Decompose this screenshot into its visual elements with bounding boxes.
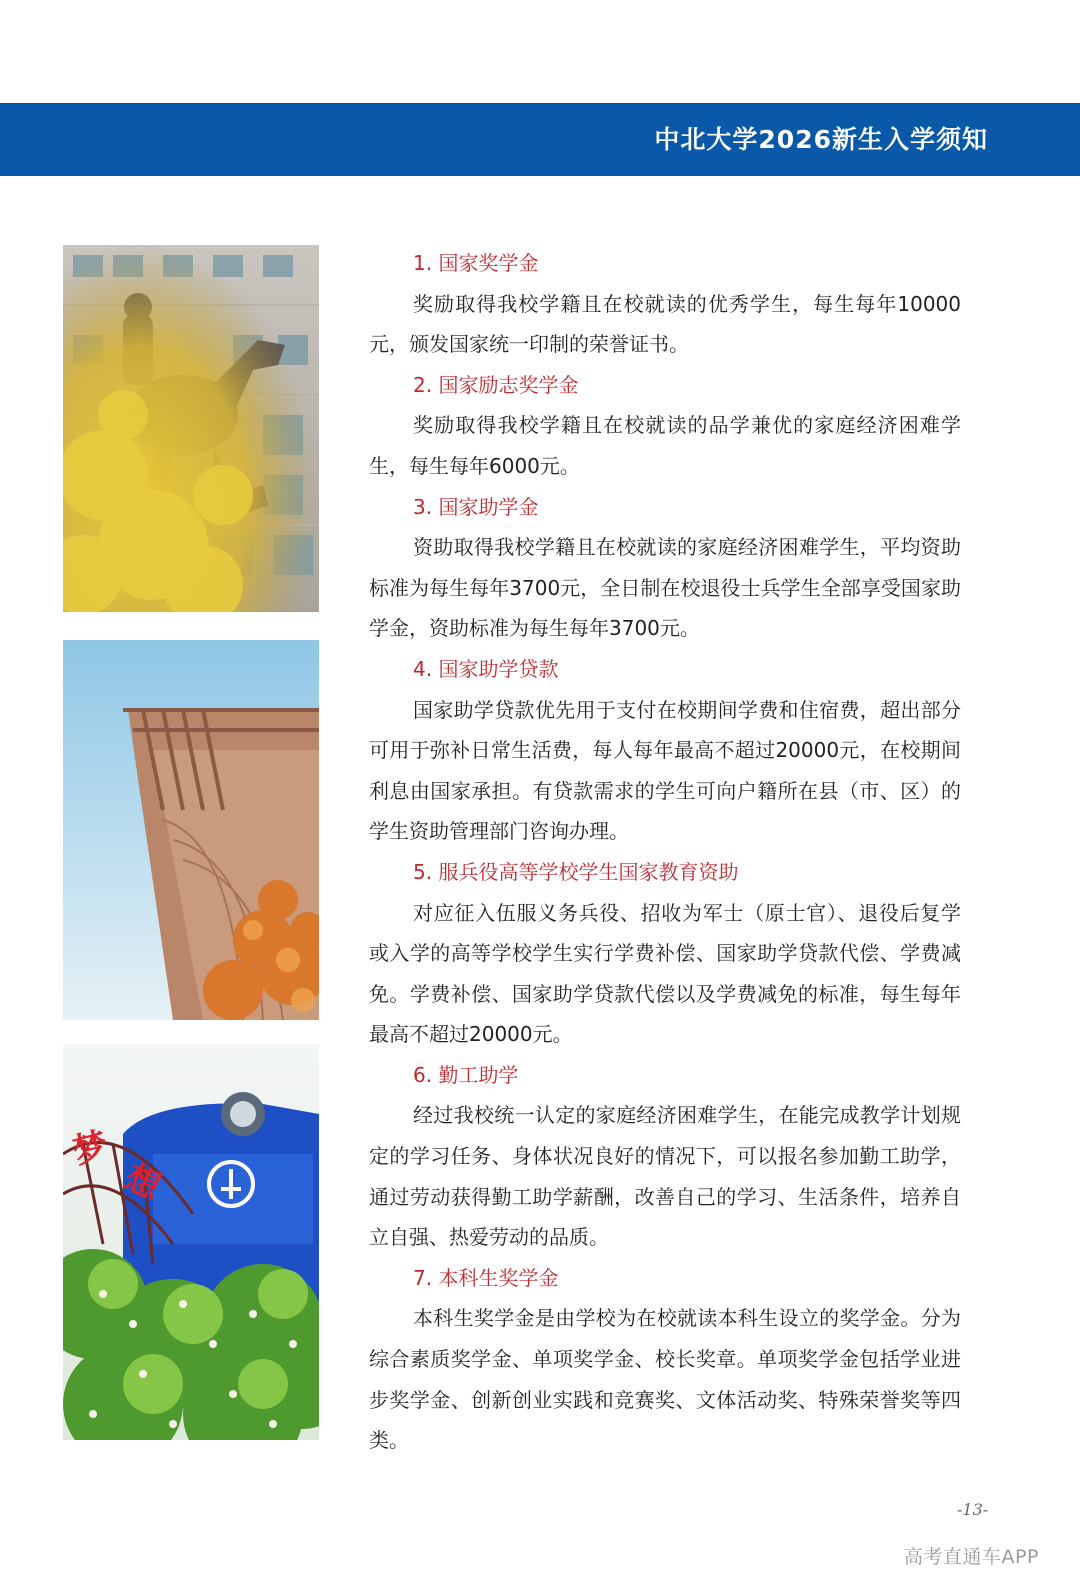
section-body: 奖励取得我校学籍且在校就读的品学兼优的家庭经济困难学生，每生每年6000元。 bbox=[369, 413, 961, 478]
section-national-encouragement-scholarship bbox=[369, 365, 961, 487]
watermark: 高考直通车APP bbox=[904, 1546, 1039, 1568]
section-heading: 5. 服兵役高等学校学生国家教育资助 bbox=[413, 859, 739, 884]
section-body: 奖励取得我校学籍且在校就读的优秀学生，每生每年10000元，颁发国家统一印制的荣誉证书。 bbox=[369, 291, 961, 357]
section-body: 资助取得我校学籍且在校就读的家庭经济困难学生，平均资助标准为每生每年3700元，全日制在校退役士兵学生全部享受国家助学金，资助标准为每生每年3700元。 bbox=[369, 535, 961, 641]
section-national-student-loan bbox=[369, 649, 961, 852]
statue-photo bbox=[63, 245, 319, 612]
section-national-scholarship bbox=[369, 243, 961, 365]
page-number: -13- bbox=[957, 1500, 989, 1519]
svg-text:想: 想 bbox=[118, 1157, 167, 1208]
section-body: 对应征入伍服义务兵役、招收为军士（原士官）、退役后复学或入学的高等学校学生实行学费补偿、国家助学贷款代偿、学费减免。学费补偿、国家助学贷款代偿以及学费减免的标准，每生每年最高不超过20000元。 bbox=[369, 900, 961, 1047]
section-body: 本科生奖学金是由学校为在校就读本科生设立的奖学金。分为综合素质奖学金、单项奖学金、校长奖章。单项奖学金包括学业进步奖学金、创新创业实践和竞赛奖、文体活动奖、特殊荣誉奖等四类。 bbox=[369, 1306, 961, 1453]
header-band bbox=[0, 103, 1080, 176]
section-heading: 6. 勤工助学 bbox=[413, 1062, 519, 1087]
section-heading: 7. 本科生奖学金 bbox=[413, 1265, 559, 1290]
section-national-grant bbox=[369, 487, 961, 649]
section-military-service-aid bbox=[369, 852, 961, 1055]
scholarship-content bbox=[369, 243, 961, 1461]
section-heading: 1. 国家奖学金 bbox=[413, 251, 539, 275]
locomotive-photo bbox=[63, 1044, 319, 1440]
section-heading: 3. 国家助学金 bbox=[413, 494, 539, 519]
section-body: 国家助学贷款优先用于支付在校期间学费和住宿费，超出部分可用于弥补日常生活费，每人每年最高不超过20000元，在校期间利息由国家承担。有贷款需求的学生可向户籍所在县（市、区）的学生资助管理部门咨询办理。 bbox=[369, 697, 961, 844]
section-heading: 2. 国家励志奖学金 bbox=[413, 372, 579, 397]
svg-text:梦: 梦 bbox=[68, 1124, 113, 1173]
building-photo bbox=[63, 640, 319, 1020]
section-work-study bbox=[369, 1055, 961, 1258]
section-body: 经过我校统一认定的家庭经济困难学生，在能完成教学计划规定的学习任务、身体状况良好的情况下，可以报名参加勤工助学，通过劳动获得勤工助学薪酬，改善自己的学习、生活条件，培养自立自强、热爱劳动的品质。 bbox=[369, 1103, 961, 1250]
section-undergraduate-scholarship bbox=[369, 1258, 961, 1461]
page-title: 中北大学2026新生入学须知 bbox=[654, 125, 988, 154]
section-heading: 4. 国家助学贷款 bbox=[413, 656, 559, 681]
